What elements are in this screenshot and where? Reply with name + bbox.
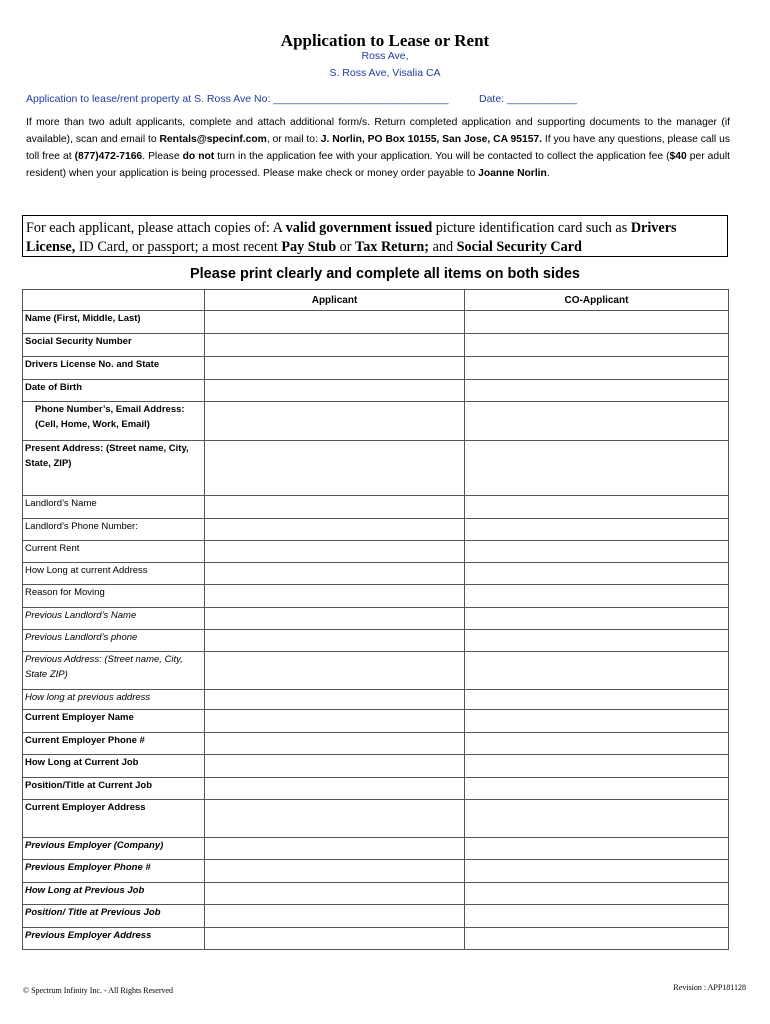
field-label: Position/ Title at Previous Job: [23, 905, 205, 928]
applicant-input-cell[interactable]: [205, 541, 465, 563]
co-applicant-input-cell[interactable]: [465, 496, 729, 519]
table-row: [23, 928, 729, 950]
instructions-text: . Please: [142, 151, 183, 162]
field-label: Phone Number’s, Email Address: (Cell, Home, Work, Email): [23, 402, 205, 441]
applicant-input-cell[interactable]: [205, 380, 465, 402]
field-label: Previous Landlord’s phone: [23, 630, 205, 652]
date-field[interactable]: Date: ____________: [479, 93, 578, 105]
table-row: [23, 733, 729, 755]
table-row: [23, 838, 729, 860]
applicant-input-cell[interactable]: [205, 334, 465, 357]
label-column-header: [23, 290, 205, 311]
field-label: Social Security Number: [23, 334, 205, 357]
field-label: How long at previous address: [23, 690, 205, 710]
applicant-input-cell[interactable]: [205, 733, 465, 755]
applicant-input-cell[interactable]: [205, 838, 465, 860]
applicant-column-header: Applicant: [205, 290, 465, 311]
co-applicant-input-cell[interactable]: [465, 441, 729, 496]
table-row: [23, 519, 729, 541]
applicant-input-cell[interactable]: [205, 860, 465, 883]
field-label: Current Rent: [23, 541, 205, 563]
co-applicant-input-cell[interactable]: [465, 541, 729, 563]
co-applicant-input-cell[interactable]: [465, 357, 729, 380]
field-label: Previous Address: (Street name, City, State ZIP): [23, 652, 205, 690]
table-row: [23, 541, 729, 563]
mailing-address: J. Norlin, PO Box 10155, San Jose, CA 95157.: [320, 134, 543, 145]
co-applicant-column-header: CO-Applicant: [465, 290, 729, 311]
applicant-input-cell[interactable]: [205, 311, 465, 334]
instructions-text: , or mail to:: [266, 134, 321, 145]
applicant-input-cell[interactable]: [205, 563, 465, 585]
attach-text: ID Card, or passport; a most recent: [75, 239, 282, 255]
field-label: Previous Employer Phone #: [23, 860, 205, 883]
field-label: Previous Landlord’s Name: [23, 608, 205, 630]
applicant-input-cell[interactable]: [205, 441, 465, 496]
co-applicant-input-cell[interactable]: [465, 402, 729, 441]
co-applicant-input-cell[interactable]: [465, 860, 729, 883]
co-applicant-input-cell[interactable]: [465, 608, 729, 630]
co-applicant-input-cell[interactable]: [465, 883, 729, 905]
applicant-input-cell[interactable]: [205, 905, 465, 928]
table-row: [23, 710, 729, 733]
property-number-field[interactable]: Application to lease/rent property at S. Ross Ave No: ______________________________: [26, 93, 449, 105]
field-label: Reason for Moving: [23, 585, 205, 608]
co-applicant-input-cell[interactable]: [465, 755, 729, 778]
instructions-text: If more than two adult applicants, complete and attach additional form/s. Return completed application and supporting documents to the manager (if available), scan and email to: [26, 117, 730, 145]
table-row: [23, 690, 729, 710]
table-row: [23, 334, 729, 357]
phone-number: (877)472-7166: [74, 151, 143, 162]
payee-name: Joanne Norlin: [478, 168, 547, 179]
revision-code: Revision : APP181128: [673, 983, 746, 992]
co-applicant-input-cell[interactable]: [465, 585, 729, 608]
application-fee: $40: [669, 151, 687, 162]
table-row: [23, 311, 729, 334]
table-row: [23, 563, 729, 585]
co-applicant-input-cell[interactable]: [465, 630, 729, 652]
table-row: [23, 357, 729, 380]
field-label: Current Employer Phone #: [23, 733, 205, 755]
instructions-paragraph: [26, 114, 730, 182]
applicant-input-cell[interactable]: [205, 608, 465, 630]
table-row: [23, 630, 729, 652]
table-row: [23, 905, 729, 928]
field-label: Position/Title at Current Job: [23, 778, 205, 800]
table-header-row: [23, 290, 729, 311]
table-row: [23, 441, 729, 496]
table-row: [23, 755, 729, 778]
attach-emphasis: Pay Stub: [281, 239, 337, 255]
table-row: [23, 860, 729, 883]
table-row: [23, 496, 729, 519]
attachments-box: [22, 215, 728, 257]
attach-emphasis: valid government issued: [285, 220, 433, 236]
attach-emphasis: Social Security Card: [456, 239, 582, 255]
field-label: Landlord’s Name: [23, 496, 205, 519]
applicant-input-cell[interactable]: [205, 402, 465, 441]
applicant-input-cell[interactable]: [205, 496, 465, 519]
co-applicant-input-cell[interactable]: [465, 733, 729, 755]
applicant-input-cell[interactable]: [205, 710, 465, 733]
field-label: Previous Employer (Company): [23, 838, 205, 860]
field-label: Landlord’s Phone Number:: [23, 519, 205, 541]
instructions-text: If you have any questions, please call us toll free at: [26, 134, 730, 162]
field-label: Current Employer Name: [23, 710, 205, 733]
table-row: [23, 652, 729, 690]
co-applicant-input-cell[interactable]: [465, 778, 729, 800]
co-applicant-input-cell[interactable]: [465, 380, 729, 402]
field-label: How Long at Previous Job: [23, 883, 205, 905]
field-label: Current Employer Address: [23, 800, 205, 838]
co-applicant-input-cell[interactable]: [465, 800, 729, 838]
applicant-input-cell[interactable]: [205, 519, 465, 541]
table-row: [23, 800, 729, 838]
applicant-form-table: [22, 289, 729, 950]
attach-text: and: [429, 239, 457, 255]
do-not-emphasis: do not: [182, 151, 215, 162]
table-row: [23, 585, 729, 608]
attach-text: or: [336, 239, 356, 255]
co-applicant-input-cell[interactable]: [465, 519, 729, 541]
field-label: How Long at Current Job: [23, 755, 205, 778]
co-applicant-input-cell[interactable]: [465, 563, 729, 585]
email-address: Rentals@specinf.com: [159, 134, 267, 145]
attach-text: picture identification card such as: [432, 220, 631, 236]
applicant-input-cell[interactable]: [205, 883, 465, 905]
table-row: [23, 608, 729, 630]
attach-emphasis: Tax Return;: [355, 239, 430, 255]
co-applicant-input-cell[interactable]: [465, 311, 729, 334]
copyright-notice: © Spectrum Infinity Inc. - All Rights Reserved: [23, 986, 174, 995]
co-applicant-input-cell[interactable]: [465, 652, 729, 690]
field-label: Drivers License No. and State: [23, 357, 205, 380]
instructions-text: turn in the application fee with your application. You will be contacted to collect the application fee (: [214, 151, 670, 162]
table-row: [23, 883, 729, 905]
co-applicant-input-cell[interactable]: [465, 905, 729, 928]
field-label: Name (First, Middle, Last): [23, 311, 205, 334]
property-address: S. Ross Ave, Visalia CA: [329, 67, 441, 79]
applicant-input-cell[interactable]: [205, 585, 465, 608]
applicant-input-cell[interactable]: [205, 652, 465, 690]
co-applicant-input-cell[interactable]: [465, 690, 729, 710]
attach-text: For each applicant, please attach copies of: A: [26, 220, 286, 236]
co-applicant-input-cell[interactable]: [465, 334, 729, 357]
property-line: [26, 93, 746, 105]
applicant-input-cell[interactable]: [205, 357, 465, 380]
instructions-text: .: [546, 168, 550, 179]
field-label: Previous Employer Address: [23, 928, 205, 950]
co-applicant-input-cell[interactable]: [465, 928, 729, 950]
field-label: How Long at current Address: [23, 563, 205, 585]
table-row: [23, 402, 729, 441]
attach-emphasis: Drivers License,: [26, 220, 677, 255]
applicant-input-cell[interactable]: [205, 755, 465, 778]
print-clearly-heading: Please print clearly and complete all items on both sides: [189, 266, 580, 282]
co-applicant-input-cell[interactable]: [465, 838, 729, 860]
field-label: Present Address: (Street name, City, State, ZIP): [23, 441, 205, 496]
table-row: [23, 380, 729, 402]
table-row: [23, 778, 729, 800]
applicant-input-cell[interactable]: [205, 928, 465, 950]
applicant-input-cell[interactable]: [205, 690, 465, 710]
co-applicant-input-cell[interactable]: [465, 710, 729, 733]
field-label: Date of Birth: [23, 380, 205, 402]
property-street: Ross Ave,: [361, 50, 409, 62]
applicant-input-cell[interactable]: [205, 800, 465, 838]
document-title: Application to Lease or Rent: [280, 31, 490, 50]
instructions-text: per adult resident) when your application is being processed. Please make check or money order payable to: [26, 151, 731, 179]
applicant-input-cell[interactable]: [205, 778, 465, 800]
applicant-input-cell[interactable]: [205, 630, 465, 652]
